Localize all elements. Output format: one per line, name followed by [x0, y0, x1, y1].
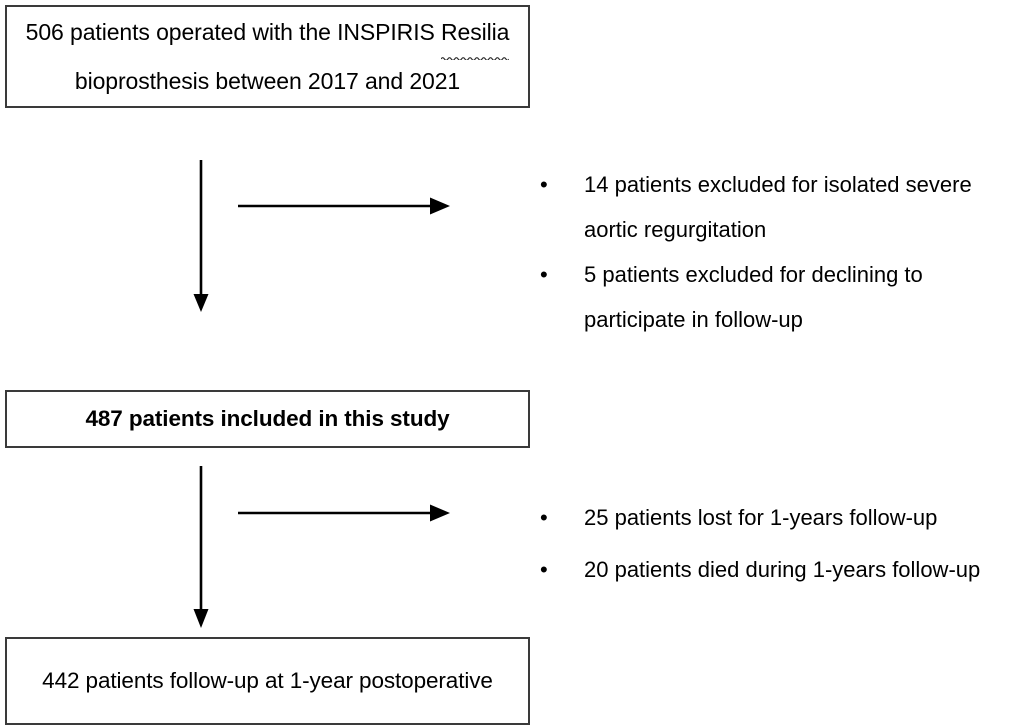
- bullet-point-icon: •: [540, 505, 548, 530]
- included-line-1: 487 patients included in this study: [85, 406, 450, 431]
- enrolled-line-1: [7, 8, 528, 57]
- node-box-followup-cohort: [5, 637, 530, 725]
- horizontal-arrow-to-first-exclusions: [236, 194, 456, 218]
- enrolled-line-2: bioprosthesis between 2017 and 2021: [74, 67, 461, 94]
- node-box-included-cohort: [5, 390, 530, 448]
- exclusion-item-text: 14 patients excluded for isolated severe aortic regurgitation: [584, 172, 972, 242]
- exclusion-list-second-stage: [526, 492, 1026, 596]
- list-item: [526, 162, 1016, 252]
- list-item: [526, 492, 1026, 544]
- misspelled-word-text: Resilia: [441, 18, 510, 45]
- list-item: [526, 544, 1026, 596]
- bullet-point-icon: •: [540, 557, 548, 582]
- bullet-point-icon: •: [540, 262, 548, 287]
- enrolled-line-1-prefix: 506 patients operated with the INSPIRIS: [25, 18, 442, 45]
- horizontal-arrow-to-second-exclusions: [236, 501, 456, 525]
- spellcheck-squiggle-icon: [441, 56, 509, 60]
- vertical-arrow-included-to-followup: [186, 464, 216, 636]
- bullet-point-icon: •: [540, 172, 548, 197]
- vertical-arrow-enrolled-to-included: [186, 158, 216, 320]
- followup-line-1: 442 patients follow-up at 1-year postoperative: [42, 668, 493, 693]
- attrition-item-text: 20 patients died during 1-years follow-up: [584, 557, 981, 582]
- misspelled-word-resilia: [441, 8, 509, 57]
- node-box-enrolled-cohort: [5, 5, 530, 108]
- attrition-item-text: 25 patients lost for 1-years follow-up: [584, 505, 938, 530]
- exclusion-item-text: 5 patients excluded for declining to participate in follow-up: [584, 262, 923, 332]
- list-item: [526, 252, 1016, 342]
- exclusion-list-first-stage: [526, 162, 1016, 342]
